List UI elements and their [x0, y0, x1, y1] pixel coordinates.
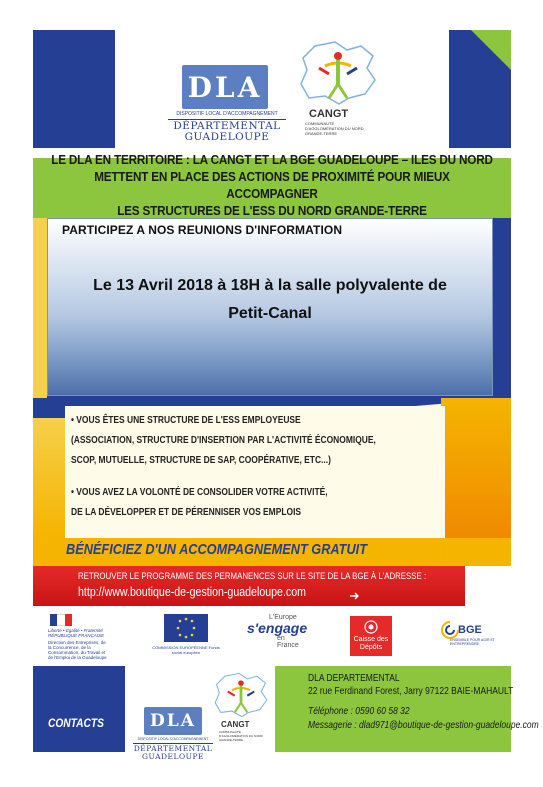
footer-phone: Téléphone : 0590 60 58 32: [308, 706, 410, 717]
bge-logo: [438, 614, 498, 658]
footer-dla-line1: DÉPARTEMENTAL: [133, 744, 213, 753]
caisse-des-depots-logo: [350, 616, 392, 656]
eng-line-3: en France: [277, 635, 299, 649]
footer-dla-subtitle: DISPOSITIF LOCAL D'ACCOMPAGNEMENT: [137, 737, 209, 741]
dla-logo-line1: DÉPARTEMENTAL: [173, 120, 281, 132]
benefit-text: BÉNÉFICIEZ D'UN ACCOMPAGNEMENT GRATUIT: [66, 541, 368, 558]
footer-cangt-mark: CANGT: [221, 720, 250, 729]
cangt-logo-subtitle: COMMUNAUTÉ D'AGGLOMÉRATION DU NORD GRANDE-TERRE: [305, 121, 364, 136]
eu-text: COMMISSION EUROPÉENNE Fonds social européen: [152, 645, 220, 655]
cangt-map-icon: [295, 38, 381, 108]
bullet-2-line-2: DE LA DÉVELOPPER ET DE PÉRENNISER VOS EMPLOIS: [71, 507, 302, 518]
europe-sengage-logo: [243, 614, 307, 658]
page-title: [50, 148, 495, 220]
contacts-label: CONTACTS: [48, 716, 104, 730]
info-yellow-edge: [33, 218, 47, 398]
info-header: PARTICIPEZ A NOS REUNIONS D'INFORMATION: [62, 223, 343, 237]
bullets-orange-right: [441, 398, 511, 538]
eu-logo: [150, 614, 222, 658]
programme-white-edge: [465, 566, 511, 606]
french-flag-icon: [50, 614, 72, 626]
partner-logos: [33, 606, 511, 666]
footer-dla-line2: GUADELOUPE: [142, 752, 204, 761]
eng-line-2: s'engage: [247, 620, 308, 636]
dla-logo: [168, 65, 286, 145]
title-line-3: LES STRUCTURES DE L'ESS DU NORD GRANDE-TERRE: [117, 204, 427, 218]
bullet-2-line-1: • VOUS AVEZ LA VOLONTÉ DE CONSOLIDER VOTRE ACTIVITÉ,: [71, 487, 328, 498]
title-line-2: METTENT EN PLACE DES ACTIONS DE PROXIMITÉ POUR MIEUX ACCOMPAGNER: [94, 170, 450, 201]
footer-dla-dept: [133, 743, 213, 761]
footer-dla-mark: DLA: [144, 707, 202, 735]
programme-url-link[interactable]: http://www.boutique-de-gestion-guadeloupe.com: [78, 585, 306, 599]
rf-motto: Liberté • Égalité • Fraternité RÉPUBLIQUE FRANÇAISE: [48, 628, 105, 638]
footer-address: 22 rue Ferdinand Forest, Jarry 97122 BAIE-MAHAULT: [308, 686, 514, 697]
benefit-tail: [441, 538, 511, 566]
title-line-1: LE DLA EN TERRITOIRE : LA CANGT ET LA BGE GUADELOUPE – ILES DU NORD: [51, 153, 493, 167]
poster: [33, 30, 539, 761]
header-blue-left: [33, 30, 115, 148]
bullet-1-line-1: • VOUS ÊTES UNE STRUCTURE DE L'ESS EMPLOYEUSE: [71, 415, 301, 426]
eu-flag-icon: [164, 614, 208, 642]
footer-cangt-logo: [211, 670, 271, 750]
dla-logo-subtitle: DISPOSITIF LOCAL D'ACCOMPAGNEMENT: [176, 111, 278, 117]
footer: [33, 666, 514, 752]
footer-blue-block: [33, 666, 125, 752]
dla-logo-mark: DLA: [182, 65, 268, 109]
republique-francaise-logo: [48, 614, 110, 658]
bge-mark: BGE: [458, 624, 482, 636]
cangt-logo-mark: CANGT: [309, 108, 349, 120]
bullet-1-line-3: SCOP, MUTUELLE, STRUCTURE DE SAP, COOPÉRATIVE, ETC...): [71, 455, 331, 466]
header-green-corner: [471, 30, 511, 70]
bge-swirl-icon: [440, 620, 460, 640]
cdc-emblem-icon: [363, 620, 379, 634]
cdc-text: Caisse des Dépôts: [353, 636, 389, 651]
dla-logo-dept: [168, 119, 286, 143]
footer-dla-logo: [133, 707, 213, 787]
cangt-logo: [295, 38, 381, 146]
eng-line-1: L'Europe: [269, 614, 297, 621]
bullet-1-line-2: (ASSOCIATION, STRUCTURE D'INSERTION PAR L'ACTIVITÉ ÉCONOMIQUE,: [71, 435, 376, 446]
header-band: [33, 30, 511, 148]
bge-subtitle: ENSEMBLE POUR AGIR ET ENTREPRENDRE: [450, 638, 495, 646]
info-date-line: Le 13 Avril 2018 à 18H à la salle polyvalente de: [93, 277, 447, 294]
footer-cangt-subtitle: COMMUNAUTÉ D'AGGLOMÉRATION DU NORD GRANDE-TERRE: [219, 730, 263, 742]
info-place-line: Petit-Canal: [228, 305, 312, 322]
footer-email-link[interactable]: Messagerie : dlad971@boutique-de-gestion-guadeloupe.com: [308, 720, 539, 731]
rf-direction: Direction des Entreprises, de la Concurrence, de la Consommation, du Travail et de l'Emploi de la Guadeloupe: [48, 640, 107, 660]
dla-logo-line2: GUADELOUPE: [184, 131, 270, 143]
footer-org: DLA DEPARTEMENTAL: [308, 673, 400, 684]
footer-cangt-map-icon: [211, 670, 271, 720]
programme-text: RETROUVER LE PROGRAMME DES PERMANENCES SUR LE SITE DE LA BGE À L'ADRESSE :: [78, 571, 427, 582]
arrow-cursor-icon: [350, 592, 360, 600]
